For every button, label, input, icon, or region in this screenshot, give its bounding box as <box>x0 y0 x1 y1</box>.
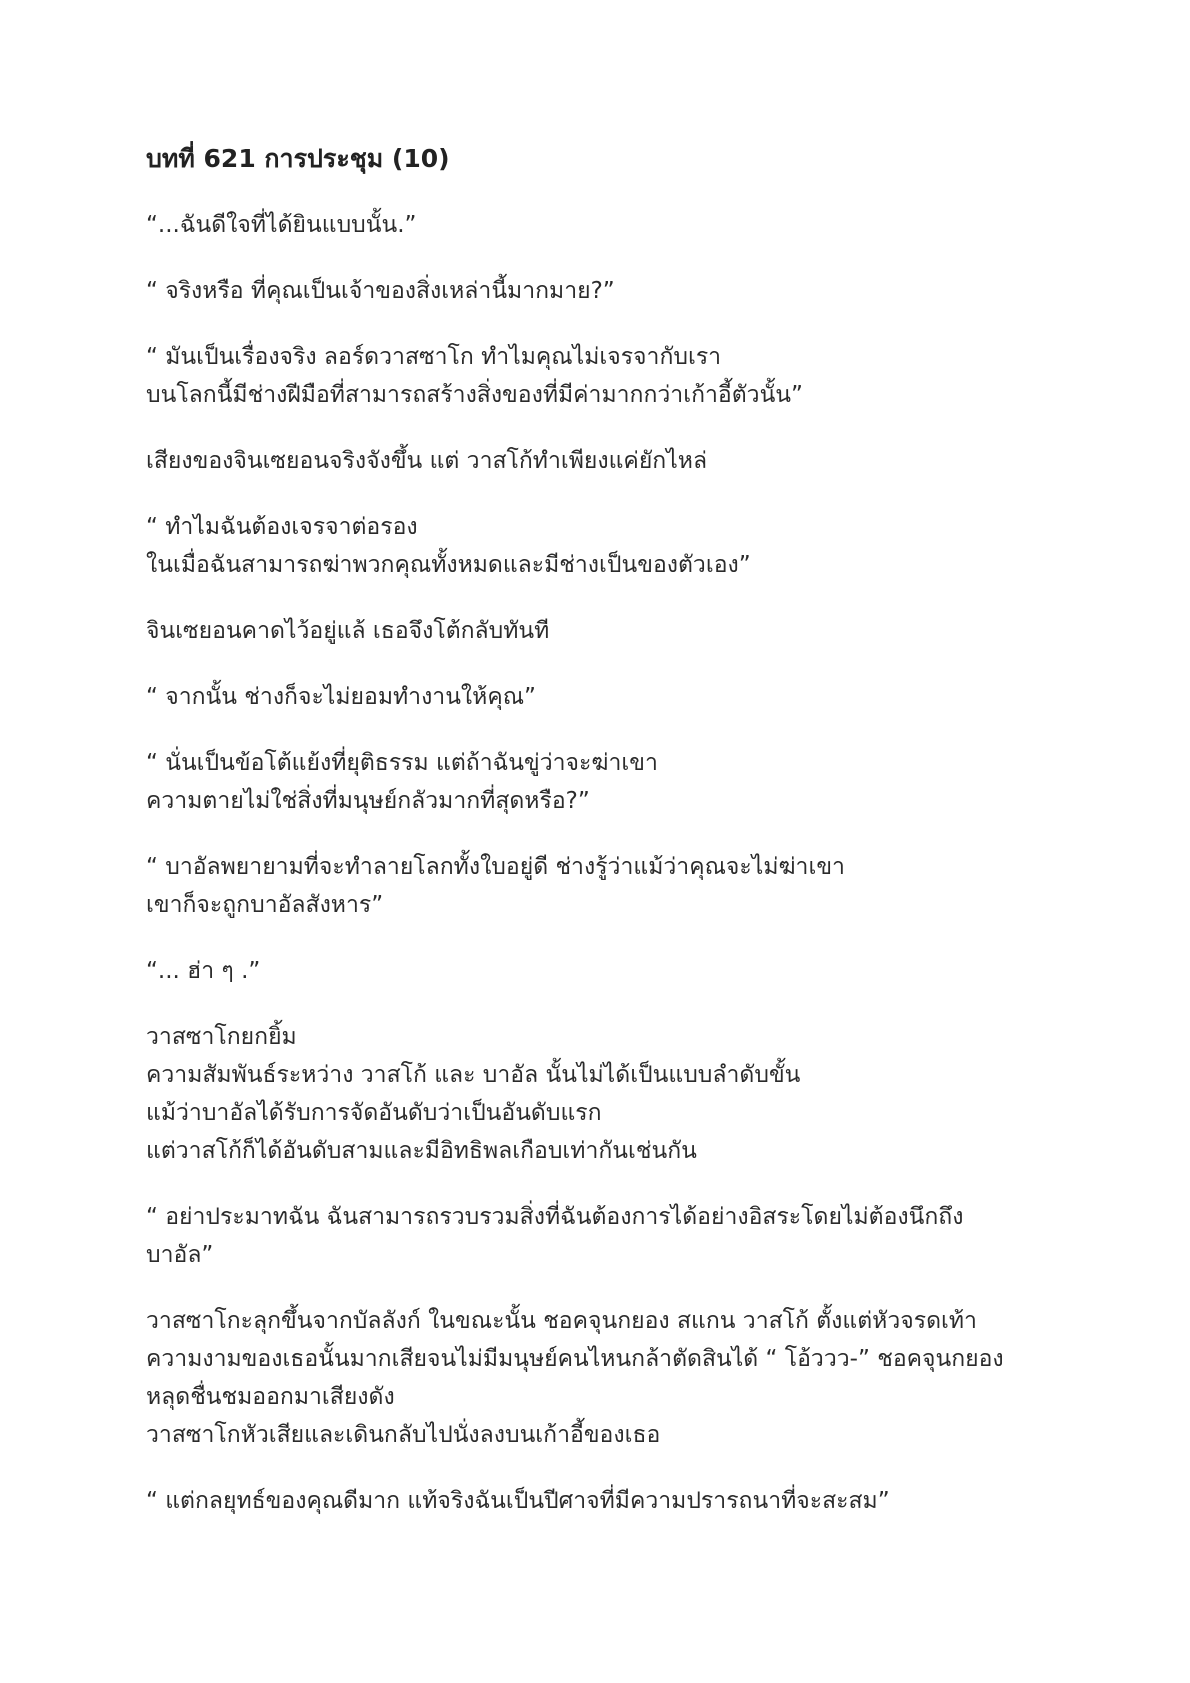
text-line: จินเซยอนคาดไว้อยู่แล้ เธอจึงโต้กลับทันที <box>146 618 550 644</box>
text-line: เสียงของจินเซยอนจริงจังขึ้น แต่ วาสโก้ทำเพียงแค่ยักไหล่ <box>146 448 708 474</box>
paragraph <box>146 338 1066 414</box>
paragraph <box>146 848 1066 924</box>
text-line: “ แต่กลยุทธ์ของคุณดีมาก แท้จริงฉันเป็นปีศาจที่มีความปรารถนาที่จะสะสม” <box>146 1488 890 1514</box>
text-line: ความงามของเธอนั้นมากเสียจนไม่มีมนุษย์คนไหนกล้าตัดสินได้ “ โอ้ววว-” ชอคจุนกยอง <box>146 1346 1004 1372</box>
paragraph <box>146 952 1066 990</box>
text-line: หลุดชื่นชมออกมาเสียงดัง <box>146 1384 395 1410</box>
paragraph <box>146 1198 1066 1274</box>
paragraph <box>146 1482 1066 1520</box>
paragraph <box>146 442 1066 480</box>
text-line: “ จากนั้น ช่างก็จะไม่ยอมทำงานให้คุณ” <box>146 684 536 710</box>
paragraph <box>146 206 1066 244</box>
text-line: วาสซาโกหัวเสียและเดินกลับไปนั่งลงบนเก้าอี้ของเธอ <box>146 1422 661 1448</box>
text-line: “ จริงหรือ ที่คุณเป็นเจ้าของสิ่งเหล่านี้มากมาย?” <box>146 278 615 304</box>
text-line: เขาก็จะถูกบาอัลสังหาร” <box>146 892 384 918</box>
text-line: “ มันเป็นเรื่องจริง ลอร์ดวาสซาโก ทำไมคุณไม่เจรจากับเรา <box>146 344 722 370</box>
paragraph <box>146 744 1066 820</box>
text-line: ความสัมพันธ์ระหว่าง วาสโก้ และ บาอัล นั้นไม่ได้เป็นแบบลำดับขั้น <box>146 1062 801 1088</box>
paragraph <box>146 612 1066 650</box>
text-line: “ ทำไมฉันต้องเจรจาต่อรอง <box>146 514 418 540</box>
text-line: “... ฮ่า ๆ .” <box>146 958 261 984</box>
document-body <box>146 206 1066 1520</box>
text-line: บาอัล” <box>146 1242 214 1268</box>
paragraph <box>146 272 1066 310</box>
paragraph <box>146 1302 1066 1454</box>
text-line: “ บาอัลพยายามที่จะทำลายโลกทั้งใบอยู่ดี ช่างรู้ว่าแม้ว่าคุณจะไม่ฆ่าเขา <box>146 854 845 880</box>
text-line: “ อย่าประมาทฉัน ฉันสามารถรวบรวมสิ่งที่ฉันต้องการได้อย่างอิสระโดยไม่ต้องนึกถึง <box>146 1204 964 1230</box>
text-line: แต่วาสโก้ก็ได้อันดับสามและมีอิทธิพลเกือบเท่ากันเช่นกัน <box>146 1138 697 1164</box>
text-line: “...ฉันดีใจที่ได้ยินแบบนั้น.” <box>146 212 417 238</box>
chapter-title: บทที่ 621 การประชุม (10) <box>146 144 450 173</box>
text-line: “ นั่นเป็นข้อโต้แย้งที่ยุติธรรม แต่ถ้าฉันขู่ว่าจะฆ่าเขา <box>146 750 658 776</box>
text-line: วาสซาโกยกยิ้ม <box>146 1024 297 1050</box>
text-line: แม้ว่าบาอัลได้รับการจัดอันดับว่าเป็นอันดับแรก <box>146 1100 602 1126</box>
document-page <box>146 140 1066 1548</box>
text-line: บนโลกนี้มีช่างฝีมือที่สามารถสร้างสิ่งของที่มีค่ามากกว่าเก้าอี้ตัวนั้น” <box>146 382 803 408</box>
text-line: ในเมื่อฉันสามารถฆ่าพวกคุณทั้งหมดและมีช่างเป็นของตัวเอง” <box>146 552 751 578</box>
paragraph <box>146 1018 1066 1170</box>
text-line: ความตายไม่ใช่สิ่งที่มนุษย์กลัวมากที่สุดหรือ?” <box>146 788 590 814</box>
paragraph <box>146 678 1066 716</box>
text-line: วาสซาโกะลุกขึ้นจากบัลลังก์ ในขณะนั้น ชอคจุนกยอง สแกน วาสโก้ ตั้งแต่หัวจรดเท้า <box>146 1308 977 1334</box>
paragraph <box>146 508 1066 584</box>
